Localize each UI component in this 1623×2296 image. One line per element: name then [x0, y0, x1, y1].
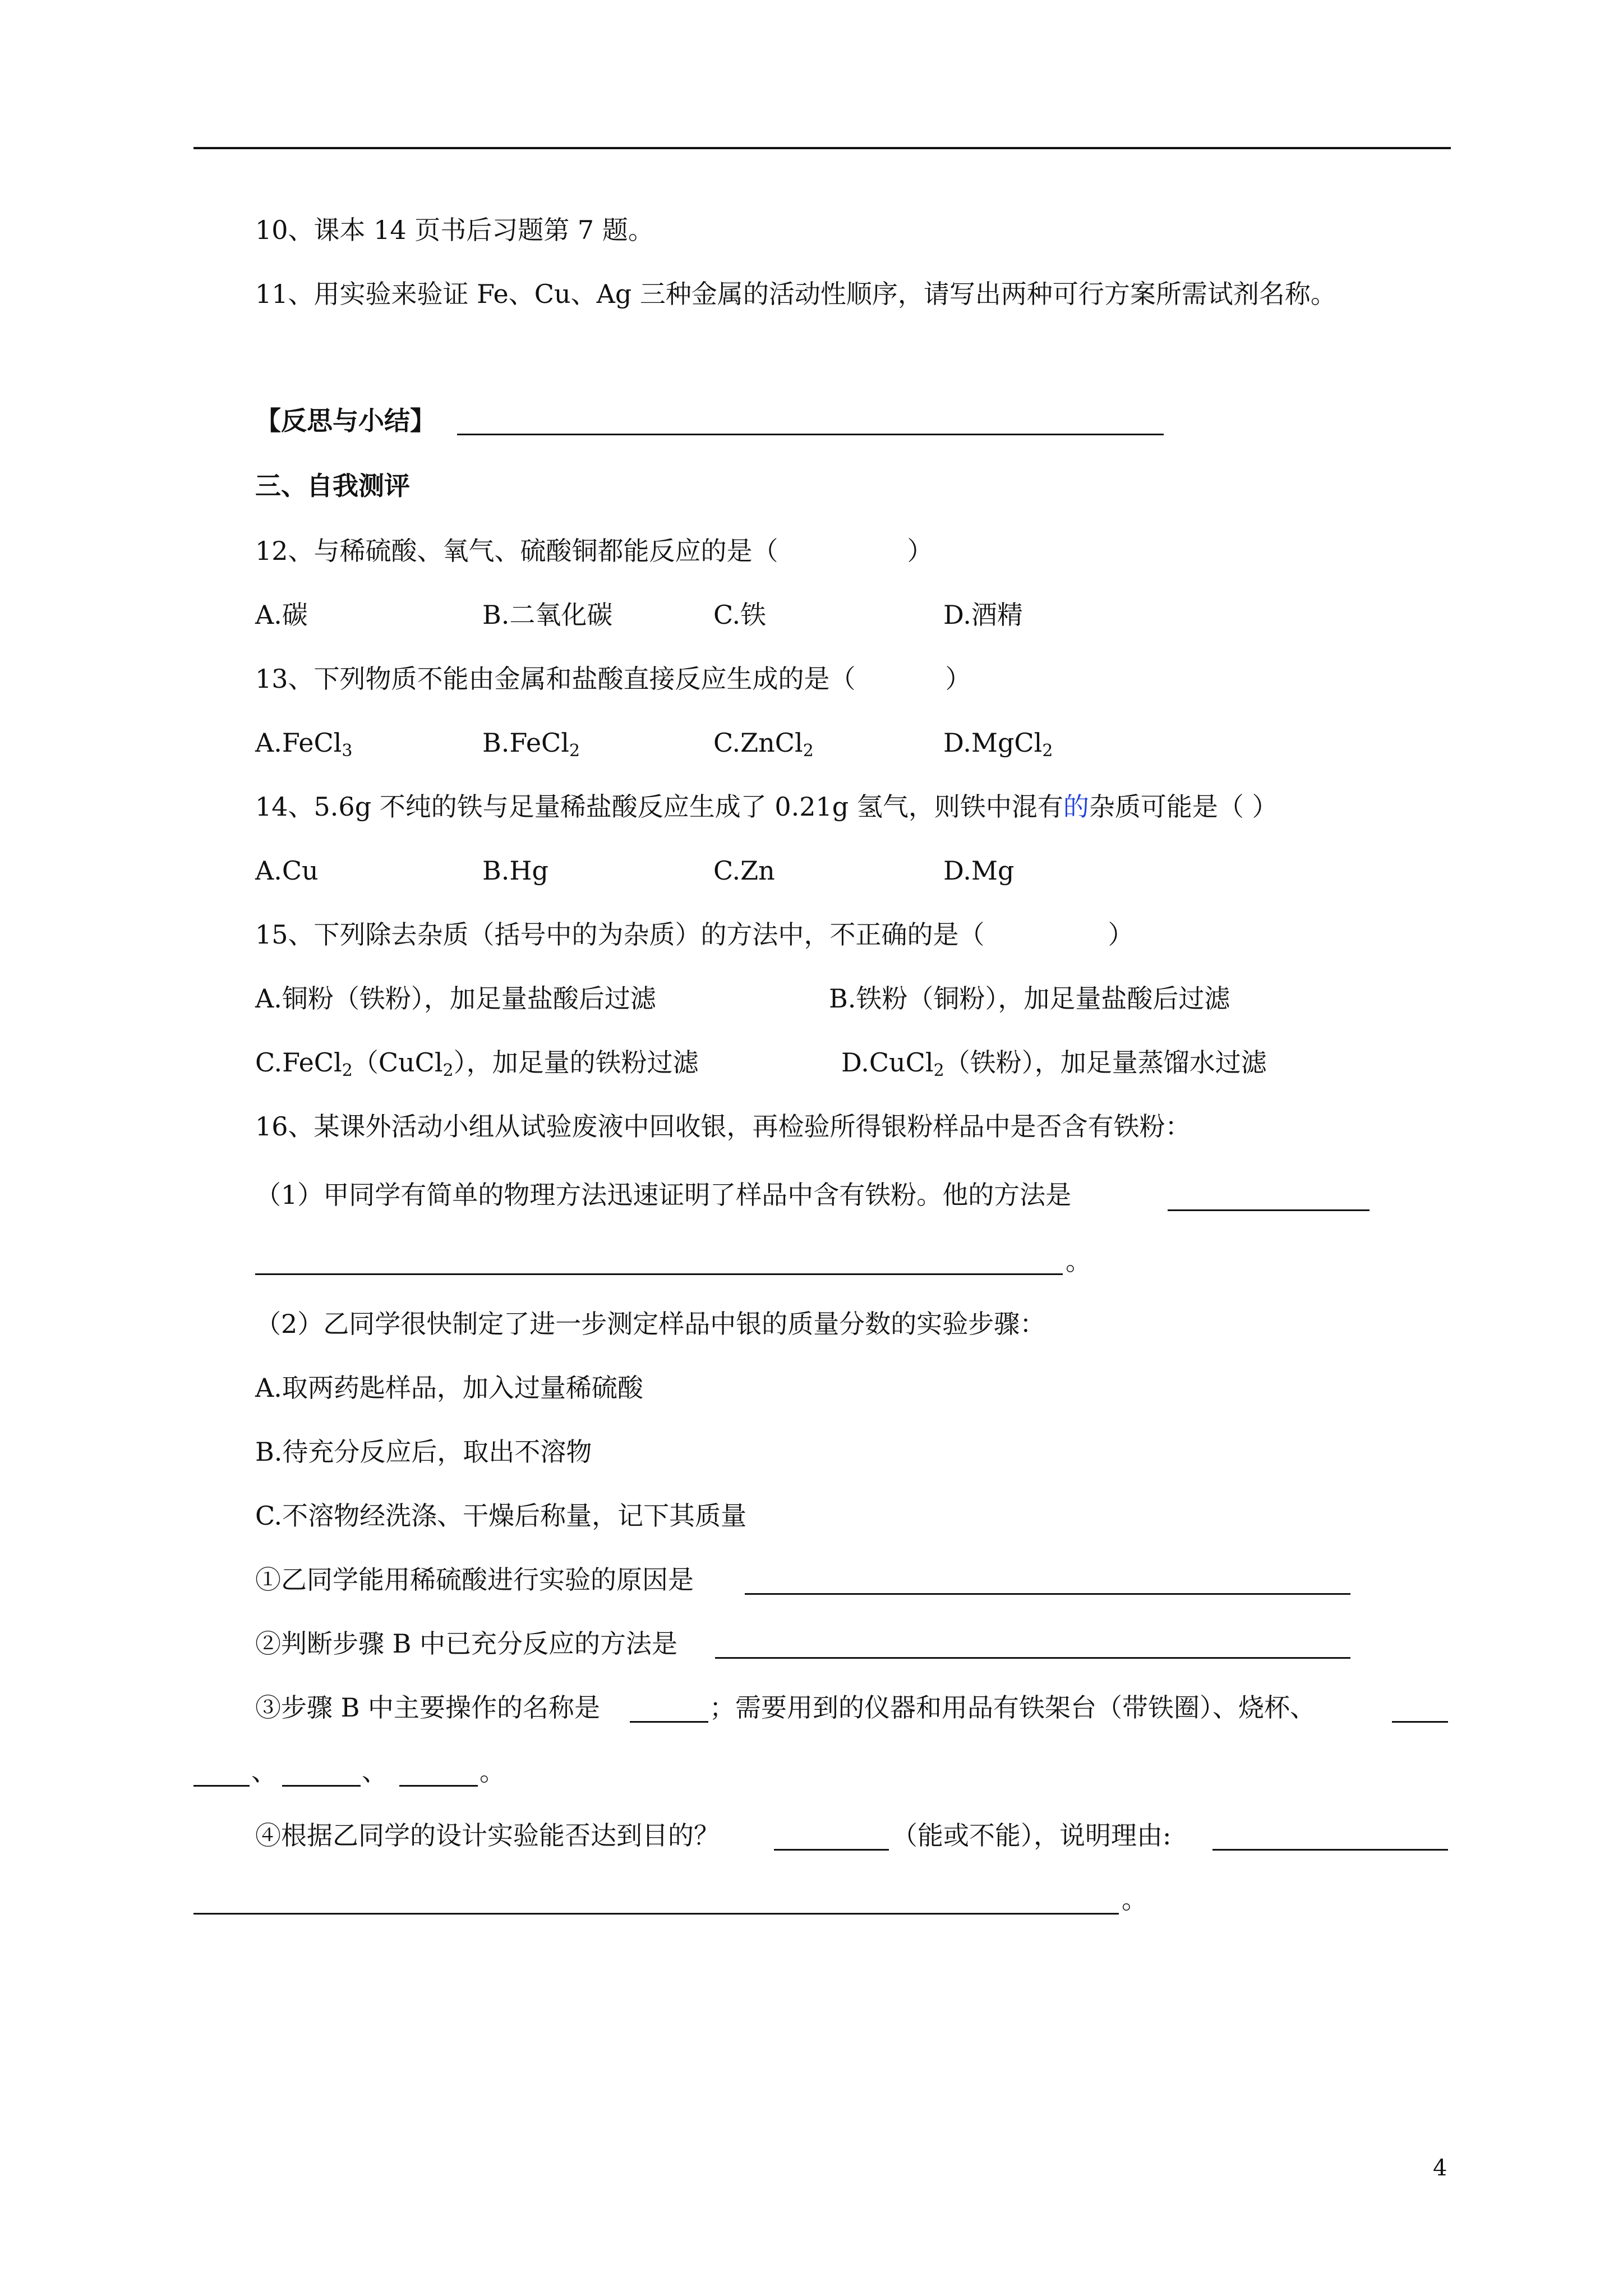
can-or-cannot-blank[interactable] — [774, 1849, 889, 1851]
question-15-text: 15、下列除去杂质（括号中的为杂质）的方法中，不正确的是（ — [255, 919, 985, 950]
question-14-text-b: 的 — [1063, 792, 1089, 822]
question-12-option-d[interactable]: D.酒精 — [943, 600, 1023, 630]
sub-question-3-b: ；需要用到的仪器和用品有铁架台（带铁圈）、烧杯、 — [709, 1692, 1316, 1723]
sub-question-1-answer-line[interactable] — [745, 1593, 1350, 1595]
sub-question-3-a: ③步骤 B 中主要操作的名称是 — [255, 1692, 601, 1723]
sub-question-2: ②判断步骤 B 中已充分反应的方法是 — [255, 1628, 678, 1659]
header-rule — [193, 147, 1451, 149]
sub-question-4-a: ④根据乙同学的设计实验能否达到目的？ — [255, 1820, 720, 1851]
question-16-part-1: （1）甲同学有简单的物理方法迅速证明了样品中含有铁粉。他的方法是 — [255, 1180, 1072, 1210]
question-12-option-a[interactable]: A.碳 — [255, 600, 308, 630]
subscript: 2 — [803, 741, 814, 761]
instrument-blank-1a[interactable] — [1392, 1721, 1448, 1723]
option-text: （CuCl — [352, 1047, 443, 1078]
step-b: B.待充分反应后，取出不溶物 — [255, 1437, 592, 1467]
question-13-close: ） — [945, 664, 971, 694]
option-text: ），加足量的铁粉过滤 — [453, 1047, 699, 1078]
option-text: D.CuCl — [841, 1047, 934, 1078]
option-text: B.FeCl — [482, 728, 569, 758]
separator-1: 、 — [251, 1756, 277, 1787]
question-15-option-d[interactable] — [841, 1046, 1267, 1079]
question-15-close: ） — [1108, 919, 1134, 950]
sub-question-1: ①乙同学能用稀硫酸进行实验的原因是 — [255, 1565, 694, 1595]
question-12-text: 12、与稀硫酸、氧气、硫酸铜都能反应的是（ — [255, 536, 778, 566]
reason-answer-line-b[interactable] — [193, 1913, 1119, 1915]
option-text: C.ZnCl — [713, 728, 803, 758]
question-15-option-a[interactable]: A.铜粉（铁粉），加足量盐酸后过滤 — [255, 983, 656, 1014]
operation-name-blank[interactable] — [630, 1721, 708, 1723]
option-text: C.FeCl — [255, 1047, 342, 1078]
question-13-option-d[interactable] — [943, 726, 1053, 760]
sub-question-2-answer-line[interactable] — [715, 1657, 1350, 1659]
question-12-option-b[interactable]: B.二氧化碳 — [482, 600, 613, 630]
step-a: A.取两药匙样品，加入过量稀硫酸 — [255, 1373, 643, 1403]
page-number: 4 — [1433, 2155, 1447, 2181]
instrument-blank-1b[interactable] — [193, 1785, 250, 1787]
reflection-label: 【反思与小结】 — [255, 406, 436, 436]
question-13-stem — [255, 662, 971, 696]
sub-question-3-period: 。 — [479, 1756, 505, 1787]
question-15-option-b[interactable]: B.铁粉（铜粉），加足量盐酸后过滤 — [829, 983, 1230, 1014]
sub-question-4-period: 。 — [1122, 1884, 1147, 1915]
question-15-option-c[interactable] — [255, 1046, 699, 1079]
question-14-option-b[interactable]: B.Hg — [482, 855, 548, 886]
subscript: 2 — [569, 741, 580, 761]
question-14-text-c: 杂质可能是（ ） — [1089, 792, 1278, 822]
question-15-stem — [255, 918, 1134, 951]
step-c: C.不溶物经洗涤、干燥后称量，记下其质量 — [255, 1501, 747, 1531]
question-12-stem — [255, 534, 933, 568]
part-1-answer-line-b[interactable] — [255, 1273, 1063, 1275]
question-12-close: ） — [907, 536, 933, 566]
question-14-option-d[interactable]: D.Mg — [943, 855, 1015, 886]
reason-answer-line-a[interactable] — [1212, 1849, 1448, 1851]
question-14-option-c[interactable]: C.Zn — [713, 855, 775, 886]
question-12-option-c[interactable]: C.铁 — [713, 600, 767, 630]
subscript: 2 — [933, 1061, 944, 1080]
reflection-answer-line[interactable] — [457, 434, 1164, 435]
option-text: （铁粉），加足量蒸馏水过滤 — [944, 1047, 1267, 1078]
question-10: 10、课本 14 页书后习题第 7 题。 — [255, 215, 654, 245]
instrument-blank-3[interactable] — [399, 1785, 478, 1787]
option-text: D.MgCl — [943, 728, 1043, 758]
part-1-period: 。 — [1066, 1246, 1091, 1276]
part-1-answer-line-a[interactable] — [1168, 1209, 1370, 1211]
question-14-option-a[interactable]: A.Cu — [255, 855, 319, 886]
question-13-option-c[interactable] — [713, 726, 814, 760]
separator-2: 、 — [362, 1756, 388, 1787]
question-11: 11、用实验来验证 Fe、Cu、Ag 三种金属的活动性顺序，请写出两种可行方案所需试剂名称。 — [255, 279, 1336, 309]
subscript: 2 — [1042, 741, 1053, 761]
subscript: 2 — [342, 1061, 353, 1080]
question-16-part-2: （2）乙同学很快制定了进一步测定样品中银的质量分数的实验步骤： — [255, 1309, 1046, 1339]
subscript: 3 — [342, 741, 353, 761]
question-13-option-b[interactable] — [482, 726, 580, 760]
sub-question-4-b: （能或不能），说明理由: — [892, 1820, 1172, 1851]
option-text: A.FeCl — [255, 728, 342, 758]
question-13-option-a[interactable] — [255, 726, 352, 760]
section-3-title: 三、自我测评 — [255, 471, 410, 501]
instrument-blank-2[interactable] — [282, 1785, 361, 1787]
subscript: 2 — [442, 1061, 454, 1080]
question-13-text: 13、下列物质不能由金属和盐酸直接反应生成的是（ — [255, 664, 856, 694]
question-14-text-a: 14、5.6g 不纯的铁与足量稀盐酸反应生成了 0.21g 氢气，则铁中混有 — [255, 792, 1063, 822]
question-16-stem: 16、某课外活动小组从试验废液中回收银，再检验所得银粉样品中是否含有铁粉： — [255, 1111, 1191, 1142]
question-14-stem — [255, 790, 1278, 823]
